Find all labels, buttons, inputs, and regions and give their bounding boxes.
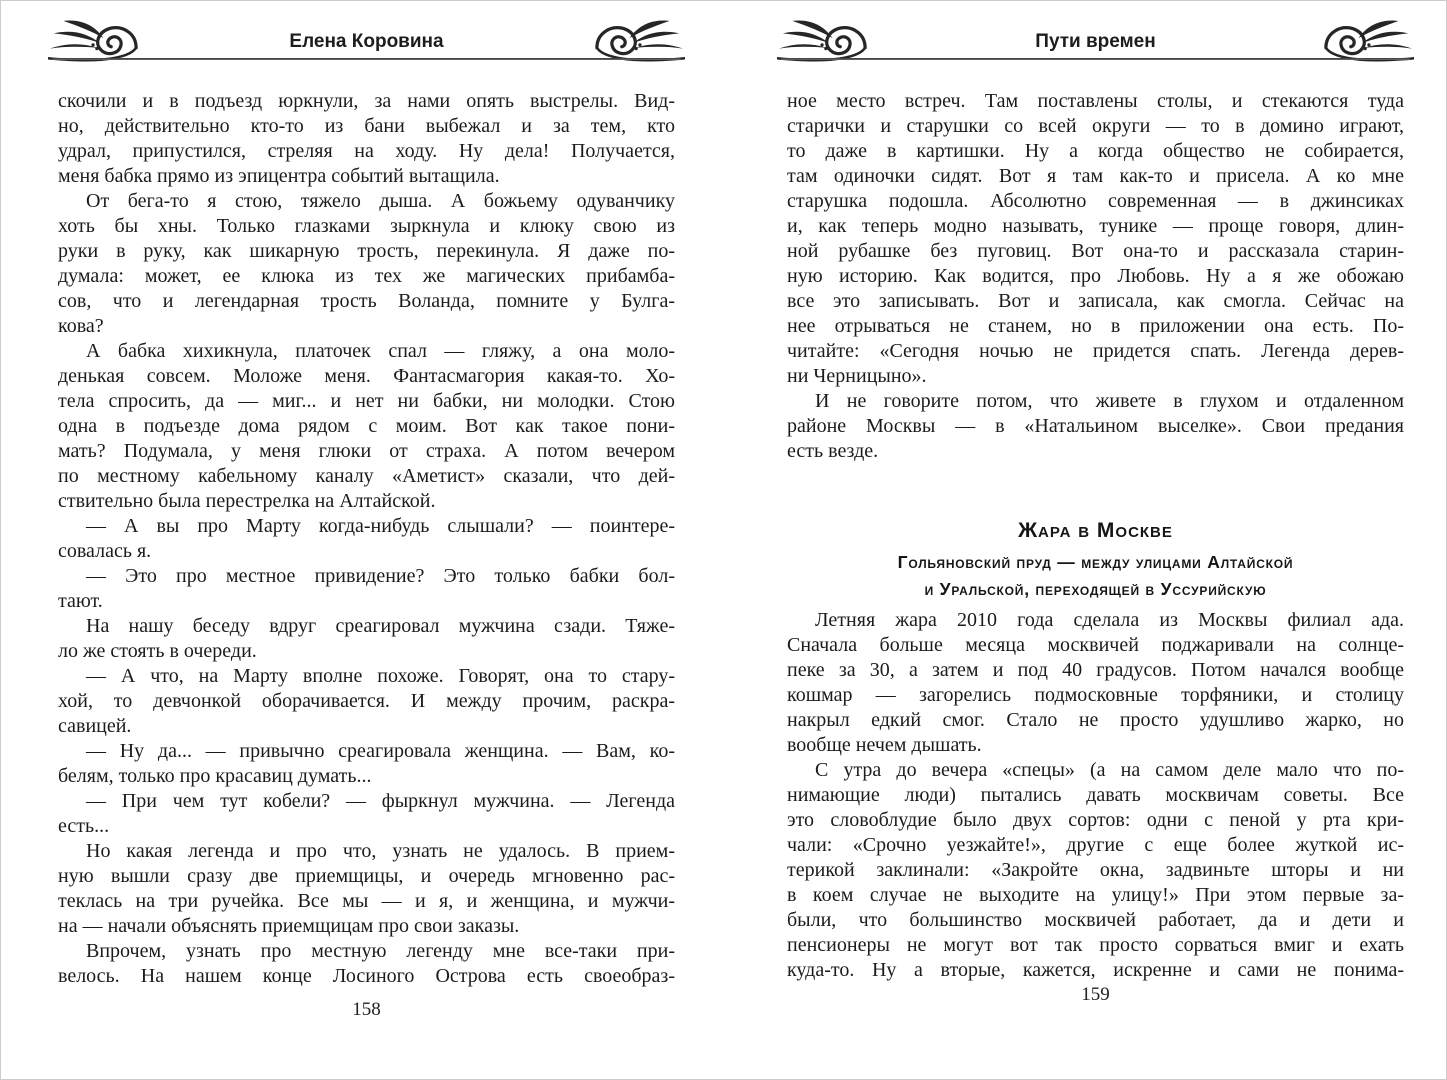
text-line: денькая совсем. Моложе меня. Фантасмагория какая-то. Хо-	[58, 365, 675, 387]
text-line: ствительно была перестрелка на Алтайской.	[58, 490, 436, 512]
text-line: терикой заклинали: «Закройте окна, задвиньте шторы и ни	[787, 859, 1404, 881]
paragraph	[58, 339, 675, 514]
text-line: и, как теперь модно называть, тунике — проще говоря, длин-	[787, 215, 1404, 237]
text-line: ное место встреч. Там поставлены столы, и стекаются туда	[787, 90, 1404, 112]
text-line: в коем случае не выходите на улицу!» При этом первые за-	[787, 884, 1404, 906]
page-left	[58, 1, 675, 1080]
text-line: Но какая легенда и про что, узнать не удалось. В прием-	[86, 840, 675, 862]
text-line: ную историю. Как водится, про Любовь. Ну а я же обожаю	[787, 265, 1404, 287]
paragraph	[58, 189, 675, 339]
text-line: но, действительно кто-то из бани выбежал и за тем, кто	[58, 115, 675, 137]
paragraph	[58, 514, 675, 564]
text-line: скочили и в подъезд юркнули, за нами опять выстрелы. Вид-	[58, 90, 675, 112]
page-body	[58, 89, 675, 989]
text-line: кова?	[58, 315, 104, 337]
paragraph	[58, 664, 675, 739]
paragraph	[58, 614, 675, 664]
text-line: удрал, припустился, стреляя на ходу. Ну дела! Получается,	[58, 140, 675, 162]
text-line: куда-то. Ну а вторые, кажется, искренне и сами не понима-	[787, 959, 1404, 981]
text-line: нимающие люди) пытались давать москвичам советы. Все	[787, 784, 1404, 806]
text-line: ло же стоять в очереди.	[58, 640, 257, 662]
text-line: С утра до вечера «спецы» (а на самом деле мало что по-	[815, 759, 1404, 781]
paragraph	[58, 89, 675, 189]
text-line: ной рубашке без пуговиц. Вот она-то и рассказала старин-	[787, 240, 1404, 262]
text-line: районе Москвы — в «Натальином выселке». Свои предания	[787, 415, 1404, 437]
paragraph	[58, 789, 675, 839]
text-line: Сначала больше месяца москвичей поджаривали на солнце-	[787, 634, 1404, 656]
text-line: — Это про местное привидение? Это только бабки бол-	[86, 565, 675, 587]
text-line: старички и старушки со всей округи — то в домино играют,	[787, 115, 1404, 137]
text-line: Летняя жара 2010 года сделала из Москвы филиал ада.	[815, 609, 1404, 631]
chapter-subheading	[787, 549, 1404, 603]
paragraph	[58, 564, 675, 614]
text-line: велось. На нашем конце Лосиного Острова есть своеобраз-	[58, 965, 675, 987]
header-rule	[52, 58, 681, 60]
text-line: есть везде.	[787, 440, 879, 462]
text-line: ни Черницыно».	[787, 365, 927, 387]
chapter-heading	[787, 516, 1404, 546]
text-line: думала: может, ее клюка из тех же магических прибамба-	[58, 265, 675, 287]
page-right	[787, 1, 1404, 1080]
text-line: и Уральской, переходящей в Уссурийскую	[924, 579, 1267, 599]
text-line: чали: «Срочно уезжайте!», другие с еще более жуткой ис-	[787, 834, 1404, 856]
paragraph	[58, 739, 675, 789]
text-line: — А что, на Марту вполне похоже. Говорят, она то стару-	[86, 665, 675, 687]
text-line: мать? Подумала, у меня глюки от страха. А потом вечером	[58, 440, 675, 462]
text-line: тают.	[58, 590, 103, 612]
text-line: — При чем тут кобели? — фыркнул мужчина. — Легенда	[86, 790, 675, 812]
text-line: все это записывать. Вот и записала, как смогла. Сейчас на	[787, 290, 1404, 312]
text-line: хоть бы хны. Только глазками зыркнула и клюку свою из	[58, 215, 675, 237]
text-line: нее отрываться не станем, но в приложении она есть. По-	[787, 315, 1404, 337]
text-line: по местному кабельному каналу «Аметист» сказали, что дей-	[58, 465, 675, 487]
text-line: там одиночки сидят. Вот я там как-то и присела. А ко мне	[787, 165, 1404, 187]
text-line: то даже в картишки. Ну а когда общество не собирается,	[787, 140, 1404, 162]
paragraph	[58, 839, 675, 939]
text-line: руки в руку, как шикарную трость, перекинула. Я даже по-	[58, 240, 675, 262]
text-line: меня бабка прямо из эпицентра событий вытащила.	[58, 165, 500, 187]
header-rule	[781, 58, 1410, 60]
text-line: На нашу беседу вдруг среагировал мужчина сзади. Тяже-	[86, 615, 675, 637]
text-line: пенсионеры не могут вот так просто сорваться вмиг и ехать	[787, 934, 1404, 956]
text-line: тела спросить, да — миг... и нет ни бабки, ни молодки. Стою	[58, 390, 675, 412]
text-line: одна в подъезде дома рядом с моим. Вот как такое пони-	[58, 415, 675, 437]
text-line: Гольяновский пруд — между улицами Алтайской	[897, 552, 1294, 572]
text-line: были, что большинство москвичей работает, да и дети и	[787, 909, 1404, 931]
text-line: совалась я.	[58, 540, 152, 562]
page-number: 158	[352, 999, 381, 1020]
text-line: теклась на три ручейка. Все мы — и я, и женщина, и мужчи-	[58, 890, 675, 912]
text-line: ную вышли сразу две приемщицы, и очередь мгновенно рас-	[58, 865, 675, 887]
text-line: читайте: «Сегодня ночью не придется спать. Легенда дерев-	[787, 340, 1404, 362]
text-line: сов, что и легендарная трость Воланда, помните у Булга-	[58, 290, 675, 312]
page-number: 159	[1081, 984, 1110, 1005]
text-line: пеке за 30, а затем и под 40 градусов. Потом начался вообще	[787, 659, 1404, 681]
paragraph	[787, 758, 1404, 983]
text-line: И не говорите потом, что живете в глухом и отдаленном	[815, 390, 1404, 412]
page-body	[787, 89, 1404, 983]
text-line: Впрочем, узнать про местную легенду мне все-таки при-	[86, 940, 675, 962]
text-line: хой, то девчонкой оборачивается. И между прочим, раскра-	[58, 690, 675, 712]
text-line: савицей.	[58, 715, 132, 737]
text-line: есть...	[58, 815, 110, 837]
text-line: — Ну да... — привычно среагировала женщина. — Вам, ко-	[86, 740, 675, 762]
paragraph	[787, 389, 1404, 464]
text-line: От бега-то я стою, тяжело дыша. А божьему одуванчику	[86, 190, 675, 212]
text-line: кошмар — загорелись подмосковные торфяники, и столицу	[787, 684, 1404, 706]
text-line: белям, только про красавиц думать...	[58, 765, 372, 787]
running-head: Елена Коровина	[289, 31, 444, 52]
running-head: Пути времен	[1035, 31, 1156, 52]
paragraph	[787, 608, 1404, 758]
paragraph	[787, 89, 1404, 389]
text-line: на — начали объяснять приемщицам про свои заказы.	[58, 915, 520, 937]
text-line: старушка подошла. Абсолютно современная — в джинсиках	[787, 190, 1404, 212]
text-line: это словоблудие было двух сортов: одни с пеной у рта кри-	[787, 809, 1404, 831]
paragraph	[58, 939, 675, 989]
text-line: — А вы про Марту когда-нибудь слышали? — поинтере-	[86, 515, 675, 537]
text-line: вообще нечем дышать.	[787, 734, 982, 756]
text-line: накрыл едкий смог. Стало не просто удушливо жарко, но	[787, 709, 1404, 731]
text-line: А бабка хихикнула, платочек спал — гляжу, а она моло-	[86, 340, 675, 362]
text-line: Жара в Москве	[1018, 519, 1173, 542]
